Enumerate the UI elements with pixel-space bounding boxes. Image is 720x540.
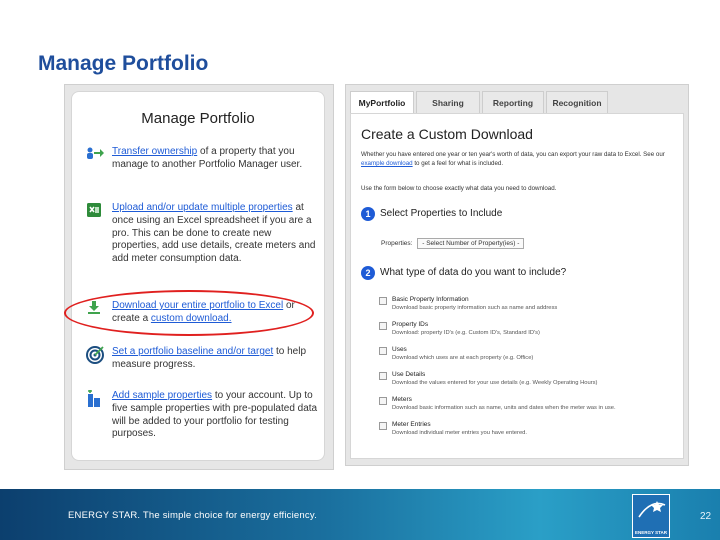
option-name: Property IDs [392,321,429,328]
item-description: to help measure progress. [112,346,307,370]
baseline-target-item [86,346,318,372]
energy-star-swoosh-icon [633,495,669,525]
tab-reporting[interactable]: Reporting [482,91,544,114]
tab-myportfolio[interactable]: MyPortfolio [350,91,414,114]
highlight-oval [64,290,314,336]
option-description: Download basic information such as name, units and dates when the meter was in use. [392,405,616,411]
card-title: Manage Portfolio [141,110,255,127]
step-label: What type of data do you want to include? [380,267,567,278]
transfer-users-icon [86,146,104,162]
logo-wordmark: ENERGY STAR [634,530,668,535]
item-description: to your account. Up to five sample properties with pre-populated data will be added to your portfolio for testing purposes. [112,390,318,440]
properties-label: Properties: [381,240,413,247]
option-name: Basic Property Information [392,296,469,303]
option-checkbox[interactable] [379,347,387,355]
page-number: 22 [700,511,712,522]
add-sample-properties-item [86,390,318,441]
custom-download-screen [345,84,689,466]
target-icon [86,346,104,362]
item-connector-text: or create a [112,300,295,324]
custom-download-link[interactable]: custom download. [150,312,232,324]
tab-sharing[interactable]: Sharing [416,91,480,114]
instruction-text: Use the form below to choose exactly what data you need to download. [361,185,557,192]
option-checkbox[interactable] [379,372,387,380]
upload-multiple-properties-link[interactable]: Upload and/or update multiple properties [112,202,293,213]
energy-star-logo [632,494,670,538]
option-name: Meters [392,396,412,403]
option-checkbox[interactable] [379,297,387,305]
properties-select[interactable]: - Select Number of Property(ies) - [417,238,524,249]
option-description: Download: property ID's (e.g. Custom ID's, Standard ID's) [392,330,540,336]
option-name: Use Details [392,371,426,378]
excel-upload-icon [86,202,104,218]
step-number-badge: 1 [361,207,375,221]
manage-portfolio-panel [64,84,334,470]
transfer-ownership-link[interactable]: Transfer ownership [112,146,198,157]
intro-text [361,150,675,168]
footer-tagline: ENERGY STAR. The simple choice for energy efficiency. [68,510,317,521]
item-description: at once using an Excel spreadsheet if you are a pro. This can be done to create new properties, add use details, create meters and add meter consumption data. [112,202,316,265]
properties-row [381,238,524,249]
step-number-badge: 2 [361,266,375,280]
transfer-ownership-item [86,146,318,172]
baseline-target-link[interactable]: Set a portfolio baseline and/or target [112,346,274,357]
download-portfolio-link[interactable]: Download your entire portfolio to Excel [112,300,284,311]
option-checkbox[interactable] [379,397,387,405]
option-name: Meter Entries [392,421,431,428]
manage-portfolio-card [71,91,325,461]
option-description: Download the values entered for your use details (e.g. Weekly Operating Hours) [392,380,598,386]
footer-bar [0,489,720,540]
example-download-link[interactable]: example download [361,160,413,167]
add-sample-properties-link[interactable]: Add sample properties [112,390,213,401]
intro-part-a: Whether you have entered one year or ten year's worth of data, you can export your raw data to Excel. See our [361,151,665,158]
tab-recognition[interactable]: Recognition [546,91,608,114]
add-properties-icon [86,390,104,406]
download-form [350,113,684,459]
page-title: Create a Custom Download [361,126,533,142]
option-description: Download which uses are at each property (e.g. Office) [392,355,534,361]
option-name: Uses [392,346,407,353]
intro-part-b: to get a feel for what is included. [412,160,504,167]
option-description: Download individual meter entries you have entered. [392,430,528,436]
option-checkbox[interactable] [379,322,387,330]
slide-title: Manage Portfolio [38,52,209,75]
item-description: of a property that you manage to another Portfolio Manager user. [112,146,303,170]
step-label: Select Properties to Include [380,208,503,219]
option-description: Download basic property information such as name and address [392,305,558,311]
upload-update-item [86,202,318,266]
option-checkbox[interactable] [379,422,387,430]
